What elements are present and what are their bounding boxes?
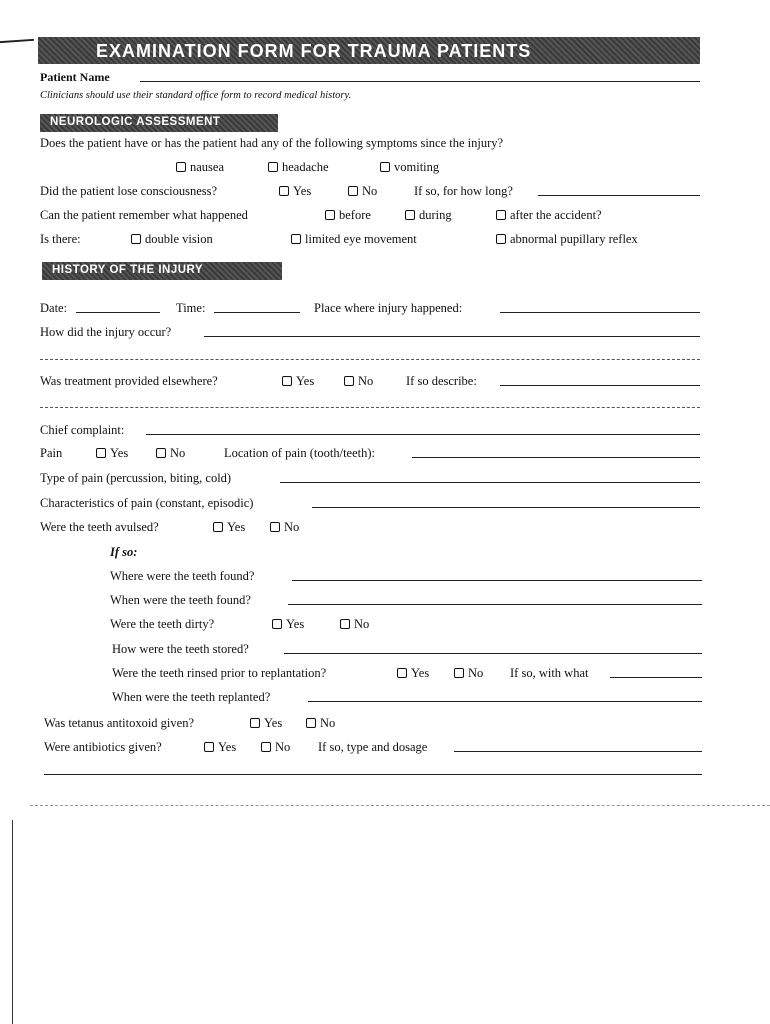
headache-label: headache (282, 160, 329, 174)
tetanus-yes-label: Yes (264, 716, 283, 730)
symptoms-question: Does the patient have or has the patient had any of the following symptoms since the injury? (40, 136, 504, 150)
antibiotics-no-checkbox[interactable] (261, 742, 271, 752)
scan-line-artifact (30, 805, 770, 806)
when-found-field[interactable] (288, 604, 702, 605)
when-found-label: When were the teeth found? (110, 593, 251, 607)
rinsed-no-option[interactable] (454, 666, 483, 681)
rinsed-no-checkbox[interactable] (454, 668, 464, 678)
avulsed-yes-option[interactable] (213, 520, 245, 535)
conscious-yes-label: Yes (293, 184, 312, 198)
type-pain-label: Type of pain (percussion, biting, cold) (40, 471, 232, 485)
how-occur-field[interactable] (204, 336, 700, 337)
dirty-yes-label: Yes (286, 617, 305, 631)
where-found-label: Where were the teeth found? (110, 569, 255, 583)
rinsed-yes-option[interactable] (397, 666, 429, 681)
conscious-no-option[interactable] (348, 184, 377, 199)
dosage-field-2[interactable] (44, 774, 702, 775)
where-found-field[interactable] (292, 580, 702, 581)
double-vision-label: double vision (145, 232, 213, 246)
how-occur-label: How did the injury occur? (40, 325, 172, 339)
remember-question: Can the patient remember what happened (40, 208, 248, 222)
char-pain-field[interactable] (312, 507, 700, 508)
chief-complaint-label: Chief complaint: (40, 423, 125, 437)
how-long-label: If so, for how long? (414, 184, 513, 198)
before-checkbox[interactable] (325, 210, 335, 220)
pain-no-checkbox[interactable] (156, 448, 166, 458)
form-title: EXAMINATION FORM FOR TRAUMA PATIENTS (96, 41, 532, 61)
pain-no-label: No (170, 446, 186, 460)
before-label: before (339, 208, 371, 222)
patient-name-label: Patient Name (40, 70, 110, 84)
treatment-question: Was treatment provided elsewhere? (40, 374, 218, 388)
history-heading: HISTORY OF THE INJURY (52, 264, 204, 276)
dirty-yes-checkbox[interactable] (272, 619, 282, 629)
char-pain-label: Characteristics of pain (constant, episodic) (40, 496, 254, 510)
pupillary-option[interactable] (496, 232, 638, 247)
double-vision-checkbox[interactable] (131, 234, 141, 244)
rinsed-no-label: No (468, 666, 484, 680)
during-label: during (419, 208, 452, 222)
form-title-banner (38, 37, 700, 64)
antibiotics-no-label: No (275, 740, 291, 754)
vomiting-label: vomiting (394, 160, 440, 174)
history-heading-banner (42, 262, 282, 280)
pupillary-label: abnormal pupillary reflex (510, 232, 638, 246)
place-field[interactable] (500, 312, 700, 313)
dirty-no-checkbox[interactable] (340, 619, 350, 629)
headache-option[interactable] (268, 160, 329, 175)
describe-field[interactable] (500, 385, 700, 386)
limited-eye-checkbox[interactable] (291, 234, 301, 244)
tetanus-question: Was tetanus antitoxoid given? (44, 716, 194, 730)
conscious-no-checkbox[interactable] (348, 186, 358, 196)
pain-location-field[interactable] (412, 457, 700, 458)
pain-location-label: Location of pain (tooth/teeth): (224, 446, 375, 460)
tetanus-yes-checkbox[interactable] (250, 718, 260, 728)
avulsed-yes-label: Yes (227, 520, 246, 534)
pain-yes-checkbox[interactable] (96, 448, 106, 458)
neuro-heading-banner (40, 114, 278, 132)
antibiotics-no-option[interactable] (261, 740, 290, 755)
avulsed-yes-checkbox[interactable] (213, 522, 223, 532)
antibiotics-yes-option[interactable] (204, 740, 236, 755)
dirty-no-label: No (354, 617, 370, 631)
conscious-yes-checkbox[interactable] (279, 186, 289, 196)
treatment-yes-option[interactable] (282, 374, 314, 389)
stored-label: How were the teeth stored? (112, 642, 249, 656)
how-long-field[interactable] (538, 195, 700, 196)
rinsed-yes-label: Yes (411, 666, 430, 680)
patient-name-field[interactable] (140, 81, 700, 82)
neuro-heading: NEUROLOGIC ASSESSMENT (50, 116, 221, 128)
if-so-label: If so: (110, 545, 138, 559)
nausea-checkbox[interactable] (176, 162, 186, 172)
during-option[interactable] (405, 208, 452, 223)
pain-yes-option[interactable] (96, 446, 128, 461)
replanted-field[interactable] (308, 701, 702, 702)
tetanus-no-option[interactable] (306, 716, 335, 731)
treatment-no-checkbox[interactable] (344, 376, 354, 386)
double-vision-option[interactable] (131, 232, 213, 247)
after-option[interactable] (496, 208, 602, 223)
antibiotics-yes-checkbox[interactable] (204, 742, 214, 752)
dosage-field[interactable] (454, 751, 702, 752)
scan-mark-artifact (0, 39, 34, 43)
dosage-label: If so, type and dosage (318, 740, 428, 754)
dirty-yes-option[interactable] (272, 617, 304, 632)
pain-label: Pain (40, 446, 63, 460)
nausea-label: nausea (190, 160, 225, 174)
dirty-no-option[interactable] (340, 617, 369, 632)
date-label: Date: (40, 301, 68, 315)
time-field[interactable] (214, 312, 300, 313)
type-pain-field[interactable] (280, 482, 700, 483)
time-label: Time: (176, 301, 206, 315)
avulsed-no-checkbox[interactable] (270, 522, 280, 532)
conscious-no-label: No (362, 184, 378, 198)
tetanus-no-checkbox[interactable] (306, 718, 316, 728)
headache-checkbox[interactable] (268, 162, 278, 172)
antibiotics-question: Were antibiotics given? (44, 740, 162, 754)
dirty-question: Were the teeth dirty? (110, 617, 215, 631)
treatment-no-label: No (358, 374, 374, 388)
rinsed-yes-checkbox[interactable] (397, 668, 407, 678)
with-what-label: If so, with what (510, 666, 589, 680)
how-occur-field-2[interactable] (40, 359, 700, 360)
pupillary-checkbox[interactable] (496, 234, 506, 244)
antibiotics-yes-label: Yes (218, 740, 237, 754)
pain-yes-label: Yes (110, 446, 129, 460)
with-what-field[interactable] (610, 677, 702, 678)
before-option[interactable] (325, 208, 371, 223)
conscious-question: Did the patient lose consciousness? (40, 184, 218, 198)
avulsed-no-option[interactable] (270, 520, 299, 535)
vomiting-option[interactable] (380, 160, 439, 175)
rinsed-question: Were the teeth rinsed prior to replantation? (112, 666, 327, 680)
is-there-label: Is there: (40, 232, 81, 246)
chief-complaint-field[interactable] (146, 434, 700, 435)
limited-eye-option[interactable] (291, 232, 417, 247)
tetanus-no-label: No (320, 716, 336, 730)
avulsed-question: Were the teeth avulsed? (40, 520, 159, 534)
limited-eye-label: limited eye movement (305, 232, 417, 246)
tetanus-yes-option[interactable] (250, 716, 282, 731)
place-label: Place where injury happened: (314, 301, 463, 315)
vomiting-checkbox[interactable] (380, 162, 390, 172)
describe-label: If so describe: (406, 374, 477, 388)
avulsed-no-label: No (284, 520, 300, 534)
scan-edge-artifact (12, 820, 13, 1024)
pain-no-option[interactable] (156, 446, 185, 461)
nausea-option[interactable] (176, 160, 224, 175)
during-checkbox[interactable] (405, 210, 415, 220)
treatment-no-option[interactable] (344, 374, 373, 389)
after-label: after the accident? (510, 208, 602, 222)
conscious-yes-option[interactable] (279, 184, 311, 199)
date-field[interactable] (76, 312, 160, 313)
replanted-label: When were the teeth replanted? (112, 690, 271, 704)
treatment-yes-checkbox[interactable] (282, 376, 292, 386)
after-checkbox[interactable] (496, 210, 506, 220)
stored-field[interactable] (284, 653, 702, 654)
treatment-yes-label: Yes (296, 374, 315, 388)
medical-history-note: Clinicians should use their standard office form to record medical history. (40, 90, 352, 101)
describe-field-2[interactable] (40, 407, 700, 408)
